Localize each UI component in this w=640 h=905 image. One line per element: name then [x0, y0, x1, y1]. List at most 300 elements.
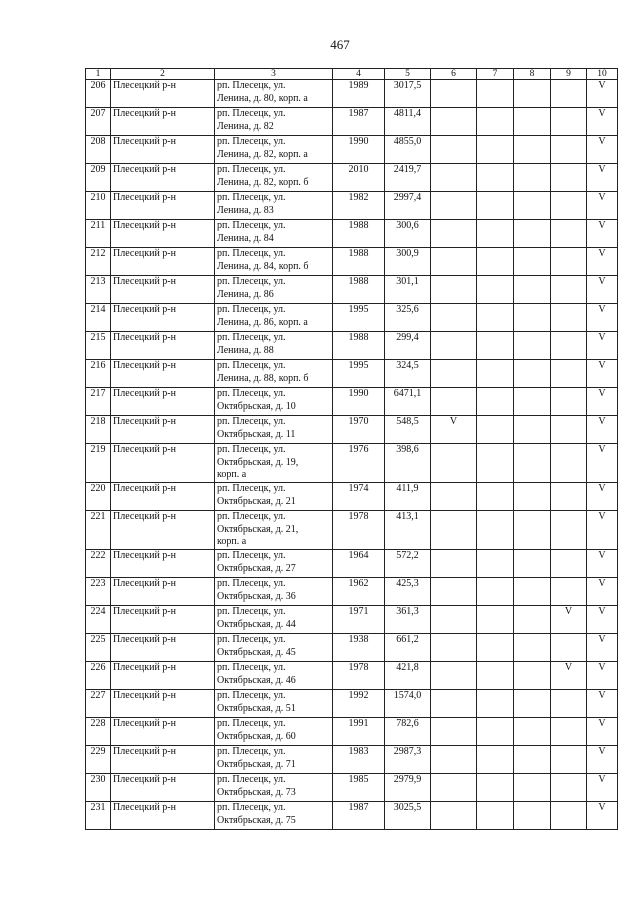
- district-cell: Плесецкий р-н: [111, 802, 215, 830]
- area-cell: 4811,4: [385, 108, 431, 136]
- mark-cell-8: [514, 164, 551, 192]
- column-header: 5: [385, 69, 431, 80]
- address-cell: [215, 108, 333, 136]
- mark-cell-6: [431, 108, 477, 136]
- row-number-cell: 226: [86, 662, 111, 690]
- address-line: рп. Плесецк, ул.: [217, 606, 286, 617]
- mark-cell-9: [551, 746, 587, 774]
- address-line: рп. Плесецк, ул.: [217, 108, 286, 119]
- area-cell: 301,1: [385, 276, 431, 304]
- row-number-cell: 206: [86, 80, 111, 108]
- mark-cell-8: [514, 606, 551, 634]
- address-line: Октябрьская, д. 60: [217, 730, 296, 742]
- table-row: [86, 662, 618, 690]
- address-cell: [215, 248, 333, 276]
- row-number-cell: 208: [86, 136, 111, 164]
- mark-cell-8: [514, 774, 551, 802]
- address-line: Октябрьская, д. 21: [217, 495, 296, 507]
- row-number-cell: 225: [86, 634, 111, 662]
- address-line: Октябрьская, д. 21,: [217, 523, 299, 535]
- mark-cell-10: V: [587, 444, 618, 483]
- address-line: Октябрьская, д. 71: [217, 758, 296, 770]
- row-number-cell: 213: [86, 276, 111, 304]
- mark-cell-7: [477, 304, 514, 332]
- mark-cell-9: [551, 360, 587, 388]
- mark-cell-8: [514, 483, 551, 511]
- district-cell: Плесецкий р-н: [111, 388, 215, 416]
- district-cell: Плесецкий р-н: [111, 774, 215, 802]
- area-cell: 2979,9: [385, 774, 431, 802]
- mark-cell-10: V: [587, 416, 618, 444]
- year-cell: 1976: [333, 444, 385, 483]
- area-cell: 4855,0: [385, 136, 431, 164]
- address-line: корп. а: [217, 536, 247, 547]
- mark-cell-6: [431, 662, 477, 690]
- mark-cell-7: [477, 606, 514, 634]
- address-line: рп. Плесецк, ул.: [217, 718, 286, 729]
- mark-cell-10: V: [587, 802, 618, 830]
- address-line: рп. Плесецк, ул.: [217, 388, 286, 399]
- mark-cell-8: [514, 248, 551, 276]
- mark-cell-6: [431, 220, 477, 248]
- mark-cell-6: [431, 774, 477, 802]
- mark-cell-6: [431, 606, 477, 634]
- year-cell: 1985: [333, 774, 385, 802]
- district-cell: Плесецкий р-н: [111, 332, 215, 360]
- district-cell: Плесецкий р-н: [111, 80, 215, 108]
- mark-cell-6: V: [431, 416, 477, 444]
- mark-cell-7: [477, 80, 514, 108]
- table-row: [86, 606, 618, 634]
- table-row: [86, 690, 618, 718]
- area-cell: 1574,0: [385, 690, 431, 718]
- address-cell: [215, 276, 333, 304]
- year-cell: 1995: [333, 304, 385, 332]
- district-cell: Плесецкий р-н: [111, 634, 215, 662]
- table-row: [86, 483, 618, 511]
- mark-cell-9: [551, 718, 587, 746]
- mark-cell-10: V: [587, 80, 618, 108]
- district-cell: Плесецкий р-н: [111, 360, 215, 388]
- address-line: Ленина, д. 88: [217, 344, 274, 356]
- row-number-cell: 216: [86, 360, 111, 388]
- district-cell: Плесецкий р-н: [111, 192, 215, 220]
- area-cell: 3025,5: [385, 802, 431, 830]
- address-line: рп. Плесецк, ул.: [217, 360, 286, 371]
- mark-cell-10: V: [587, 360, 618, 388]
- mark-cell-7: [477, 483, 514, 511]
- district-cell: Плесецкий р-н: [111, 550, 215, 578]
- column-header: 9: [551, 69, 587, 80]
- mark-cell-8: [514, 360, 551, 388]
- address-line: рп. Плесецк, ул.: [217, 164, 286, 175]
- column-header: 1: [86, 69, 111, 80]
- table-row: [86, 388, 618, 416]
- mark-cell-7: [477, 662, 514, 690]
- address-line: Ленина, д. 83: [217, 204, 274, 216]
- mark-cell-9: [551, 276, 587, 304]
- address-cell: [215, 388, 333, 416]
- mark-cell-9: [551, 774, 587, 802]
- row-number-cell: 220: [86, 483, 111, 511]
- district-cell: Плесецкий р-н: [111, 483, 215, 511]
- mark-cell-6: [431, 746, 477, 774]
- year-cell: 1974: [333, 483, 385, 511]
- table-row: [86, 746, 618, 774]
- mark-cell-8: [514, 718, 551, 746]
- table-row: [86, 192, 618, 220]
- address-line: рп. Плесецк, ул.: [217, 550, 286, 561]
- mark-cell-6: [431, 634, 477, 662]
- mark-cell-6: [431, 80, 477, 108]
- table-row: [86, 304, 618, 332]
- mark-cell-9: [551, 220, 587, 248]
- mark-cell-6: [431, 802, 477, 830]
- address-line: рп. Плесецк, ул.: [217, 276, 286, 287]
- address-line: Октябрьская, д. 45: [217, 646, 296, 658]
- address-line: рп. Плесецк, ул.: [217, 80, 286, 91]
- area-cell: 300,9: [385, 248, 431, 276]
- address-cell: [215, 550, 333, 578]
- table-row: [86, 360, 618, 388]
- mark-cell-10: V: [587, 108, 618, 136]
- address-cell: [215, 511, 333, 550]
- address-line: Ленина, д. 88, корп. б: [217, 372, 309, 384]
- mark-cell-10: V: [587, 718, 618, 746]
- mark-cell-9: [551, 416, 587, 444]
- table-row: [86, 164, 618, 192]
- address-cell: [215, 164, 333, 192]
- area-cell: 2419,7: [385, 164, 431, 192]
- row-number-cell: 224: [86, 606, 111, 634]
- address-line: рп. Плесецк, ул.: [217, 578, 286, 589]
- year-cell: 2010: [333, 164, 385, 192]
- mark-cell-8: [514, 802, 551, 830]
- row-number-cell: 227: [86, 690, 111, 718]
- mark-cell-8: [514, 136, 551, 164]
- mark-cell-10: V: [587, 388, 618, 416]
- district-cell: Плесецкий р-н: [111, 304, 215, 332]
- district-cell: Плесецкий р-н: [111, 511, 215, 550]
- area-cell: 324,5: [385, 360, 431, 388]
- address-cell: [215, 690, 333, 718]
- district-cell: Плесецкий р-н: [111, 578, 215, 606]
- address-line: рп. Плесецк, ул.: [217, 416, 286, 427]
- table-row: [86, 774, 618, 802]
- mark-cell-8: [514, 388, 551, 416]
- year-cell: 1987: [333, 802, 385, 830]
- address-line: Октябрьская, д. 44: [217, 618, 296, 630]
- column-header: 4: [333, 69, 385, 80]
- address-cell: [215, 483, 333, 511]
- mark-cell-7: [477, 136, 514, 164]
- mark-cell-6: [431, 550, 477, 578]
- row-number-cell: 219: [86, 444, 111, 483]
- mark-cell-8: [514, 634, 551, 662]
- address-line: рп. Плесецк, ул.: [217, 192, 286, 203]
- mark-cell-10: V: [587, 332, 618, 360]
- address-line: Ленина, д. 84: [217, 232, 274, 244]
- mark-cell-10: V: [587, 248, 618, 276]
- mark-cell-8: [514, 304, 551, 332]
- table-body: [86, 80, 618, 830]
- year-cell: 1983: [333, 746, 385, 774]
- area-cell: 661,2: [385, 634, 431, 662]
- address-cell: [215, 80, 333, 108]
- address-line: Октябрьская, д. 11: [217, 428, 296, 440]
- column-header: 8: [514, 69, 551, 80]
- mark-cell-8: [514, 690, 551, 718]
- mark-cell-6: [431, 192, 477, 220]
- mark-cell-10: V: [587, 483, 618, 511]
- row-number-cell: 212: [86, 248, 111, 276]
- address-line: рп. Плесецк, ул.: [217, 248, 286, 259]
- mark-cell-10: V: [587, 192, 618, 220]
- year-cell: 1991: [333, 718, 385, 746]
- row-number-cell: 221: [86, 511, 111, 550]
- row-number-cell: 222: [86, 550, 111, 578]
- mark-cell-10: V: [587, 634, 618, 662]
- area-cell: 398,6: [385, 444, 431, 483]
- column-header: 3: [215, 69, 333, 80]
- table-row: [86, 511, 618, 550]
- header-row: [86, 69, 618, 80]
- year-cell: 1988: [333, 248, 385, 276]
- mark-cell-7: [477, 511, 514, 550]
- table-row: [86, 332, 618, 360]
- mark-cell-6: [431, 248, 477, 276]
- district-cell: Плесецкий р-н: [111, 164, 215, 192]
- district-cell: Плесецкий р-н: [111, 248, 215, 276]
- address-line: Ленина, д. 86: [217, 288, 274, 300]
- mark-cell-7: [477, 360, 514, 388]
- row-number-cell: 209: [86, 164, 111, 192]
- column-header: 2: [111, 69, 215, 80]
- table-row: [86, 248, 618, 276]
- address-line: Ленина, д. 86, корп. а: [217, 316, 308, 328]
- district-cell: Плесецкий р-н: [111, 690, 215, 718]
- address-line: корп. а: [217, 469, 247, 480]
- area-cell: 548,5: [385, 416, 431, 444]
- mark-cell-8: [514, 444, 551, 483]
- year-cell: 1971: [333, 606, 385, 634]
- mark-cell-6: [431, 511, 477, 550]
- mark-cell-8: [514, 80, 551, 108]
- mark-cell-9: [551, 388, 587, 416]
- mark-cell-7: [477, 248, 514, 276]
- table-row: [86, 276, 618, 304]
- row-number-cell: 228: [86, 718, 111, 746]
- address-line: рп. Плесецк, ул.: [217, 802, 286, 813]
- mark-cell-9: [551, 332, 587, 360]
- table-row: [86, 136, 618, 164]
- mark-cell-9: [551, 634, 587, 662]
- address-line: Октябрьская, д. 51: [217, 702, 296, 714]
- address-line: рп. Плесецк, ул.: [217, 690, 286, 701]
- address-cell: [215, 304, 333, 332]
- address-line: рп. Плесецк, ул.: [217, 332, 286, 343]
- area-cell: 2987,3: [385, 746, 431, 774]
- district-cell: Плесецкий р-н: [111, 220, 215, 248]
- address-line: Ленина, д. 82, корп. б: [217, 176, 309, 188]
- address-cell: [215, 360, 333, 388]
- address-line: рп. Плесецк, ул.: [217, 304, 286, 315]
- mark-cell-10: V: [587, 136, 618, 164]
- address-line: рп. Плесецк, ул.: [217, 483, 286, 494]
- year-cell: 1992: [333, 690, 385, 718]
- mark-cell-7: [477, 388, 514, 416]
- year-cell: 1982: [333, 192, 385, 220]
- district-cell: Плесецкий р-н: [111, 416, 215, 444]
- district-cell: Плесецкий р-н: [111, 136, 215, 164]
- page-number: 467: [330, 37, 350, 52]
- mark-cell-7: [477, 164, 514, 192]
- mark-cell-10: V: [587, 304, 618, 332]
- mark-cell-9: [551, 690, 587, 718]
- address-line: Ленина, д. 84, корп. б: [217, 260, 309, 272]
- table-row: [86, 220, 618, 248]
- area-cell: 572,2: [385, 550, 431, 578]
- area-cell: 413,1: [385, 511, 431, 550]
- address-line: Октябрьская, д. 73: [217, 786, 296, 798]
- mark-cell-7: [477, 802, 514, 830]
- mark-cell-8: [514, 550, 551, 578]
- district-cell: Плесецкий р-н: [111, 718, 215, 746]
- row-number-cell: 218: [86, 416, 111, 444]
- mark-cell-6: [431, 483, 477, 511]
- column-header: 6: [431, 69, 477, 80]
- year-cell: 1990: [333, 136, 385, 164]
- table-row: [86, 578, 618, 606]
- year-cell: 1990: [333, 388, 385, 416]
- mark-cell-7: [477, 220, 514, 248]
- district-cell: Плесецкий р-н: [111, 444, 215, 483]
- mark-cell-7: [477, 746, 514, 774]
- address-line: рп. Плесецк, ул.: [217, 746, 286, 757]
- area-cell: 2997,4: [385, 192, 431, 220]
- year-cell: 1978: [333, 511, 385, 550]
- table-row: [86, 416, 618, 444]
- year-cell: 1989: [333, 80, 385, 108]
- year-cell: 1962: [333, 578, 385, 606]
- district-cell: Плесецкий р-н: [111, 108, 215, 136]
- mark-cell-9: [551, 483, 587, 511]
- mark-cell-10: V: [587, 220, 618, 248]
- mark-cell-10: V: [587, 690, 618, 718]
- address-cell: [215, 746, 333, 774]
- column-header: 7: [477, 69, 514, 80]
- address-cell: [215, 416, 333, 444]
- mark-cell-8: [514, 662, 551, 690]
- address-line: рп. Плесецк, ул.: [217, 662, 286, 673]
- mark-cell-10: V: [587, 276, 618, 304]
- address-line: рп. Плесецк, ул.: [217, 774, 286, 785]
- mark-cell-6: [431, 360, 477, 388]
- mark-cell-9: [551, 802, 587, 830]
- mark-cell-8: [514, 108, 551, 136]
- year-cell: 1970: [333, 416, 385, 444]
- mark-cell-9: [551, 164, 587, 192]
- mark-cell-9: [551, 578, 587, 606]
- mark-cell-10: V: [587, 774, 618, 802]
- mark-cell-7: [477, 690, 514, 718]
- mark-cell-7: [477, 192, 514, 220]
- mark-cell-6: [431, 304, 477, 332]
- district-cell: Плесецкий р-н: [111, 746, 215, 774]
- mark-cell-6: [431, 164, 477, 192]
- address-cell: [215, 774, 333, 802]
- mark-cell-10: V: [587, 511, 618, 550]
- mark-cell-7: [477, 634, 514, 662]
- table-row: [86, 80, 618, 108]
- area-cell: 782,6: [385, 718, 431, 746]
- mark-cell-9: [551, 550, 587, 578]
- mark-cell-7: [477, 416, 514, 444]
- address-cell: [215, 718, 333, 746]
- table-row: [86, 718, 618, 746]
- address-line: Октябрьская, д. 10: [217, 400, 296, 412]
- address-line: Октябрьская, д. 27: [217, 562, 296, 574]
- address-cell: [215, 192, 333, 220]
- address-cell: [215, 136, 333, 164]
- row-number-cell: 217: [86, 388, 111, 416]
- table-row: [86, 108, 618, 136]
- table-row: [86, 444, 618, 483]
- mark-cell-10: V: [587, 550, 618, 578]
- table-row: [86, 634, 618, 662]
- mark-cell-9: [551, 192, 587, 220]
- row-number-cell: 214: [86, 304, 111, 332]
- area-cell: 421,8: [385, 662, 431, 690]
- mark-cell-10: V: [587, 578, 618, 606]
- column-header: 10: [587, 69, 618, 80]
- row-number-cell: 231: [86, 802, 111, 830]
- year-cell: 1995: [333, 360, 385, 388]
- row-number-cell: 229: [86, 746, 111, 774]
- address-cell: [215, 606, 333, 634]
- mark-cell-6: [431, 136, 477, 164]
- address-line: рп. Плесецк, ул.: [217, 444, 286, 455]
- address-line: Октябрьская, д. 75: [217, 814, 296, 826]
- year-cell: 1988: [333, 332, 385, 360]
- mark-cell-9: V: [551, 606, 587, 634]
- mark-cell-7: [477, 578, 514, 606]
- year-cell: 1978: [333, 662, 385, 690]
- area-cell: 325,6: [385, 304, 431, 332]
- mark-cell-7: [477, 276, 514, 304]
- mark-cell-7: [477, 774, 514, 802]
- mark-cell-9: [551, 136, 587, 164]
- mark-cell-9: [551, 248, 587, 276]
- address-line: рп. Плесецк, ул.: [217, 634, 286, 645]
- mark-cell-9: [551, 304, 587, 332]
- mark-cell-6: [431, 690, 477, 718]
- area-cell: 361,3: [385, 606, 431, 634]
- mark-cell-8: [514, 416, 551, 444]
- mark-cell-10: V: [587, 746, 618, 774]
- address-line: Ленина, д. 82, корп. а: [217, 148, 308, 160]
- mark-cell-8: [514, 192, 551, 220]
- mark-cell-10: V: [587, 662, 618, 690]
- address-cell: [215, 332, 333, 360]
- address-line: Ленина, д. 82: [217, 120, 274, 132]
- row-number-cell: 210: [86, 192, 111, 220]
- area-cell: 411,9: [385, 483, 431, 511]
- area-cell: 6471,1: [385, 388, 431, 416]
- address-line: Октябрьская, д. 19,: [217, 456, 299, 468]
- year-cell: 1987: [333, 108, 385, 136]
- mark-cell-8: [514, 276, 551, 304]
